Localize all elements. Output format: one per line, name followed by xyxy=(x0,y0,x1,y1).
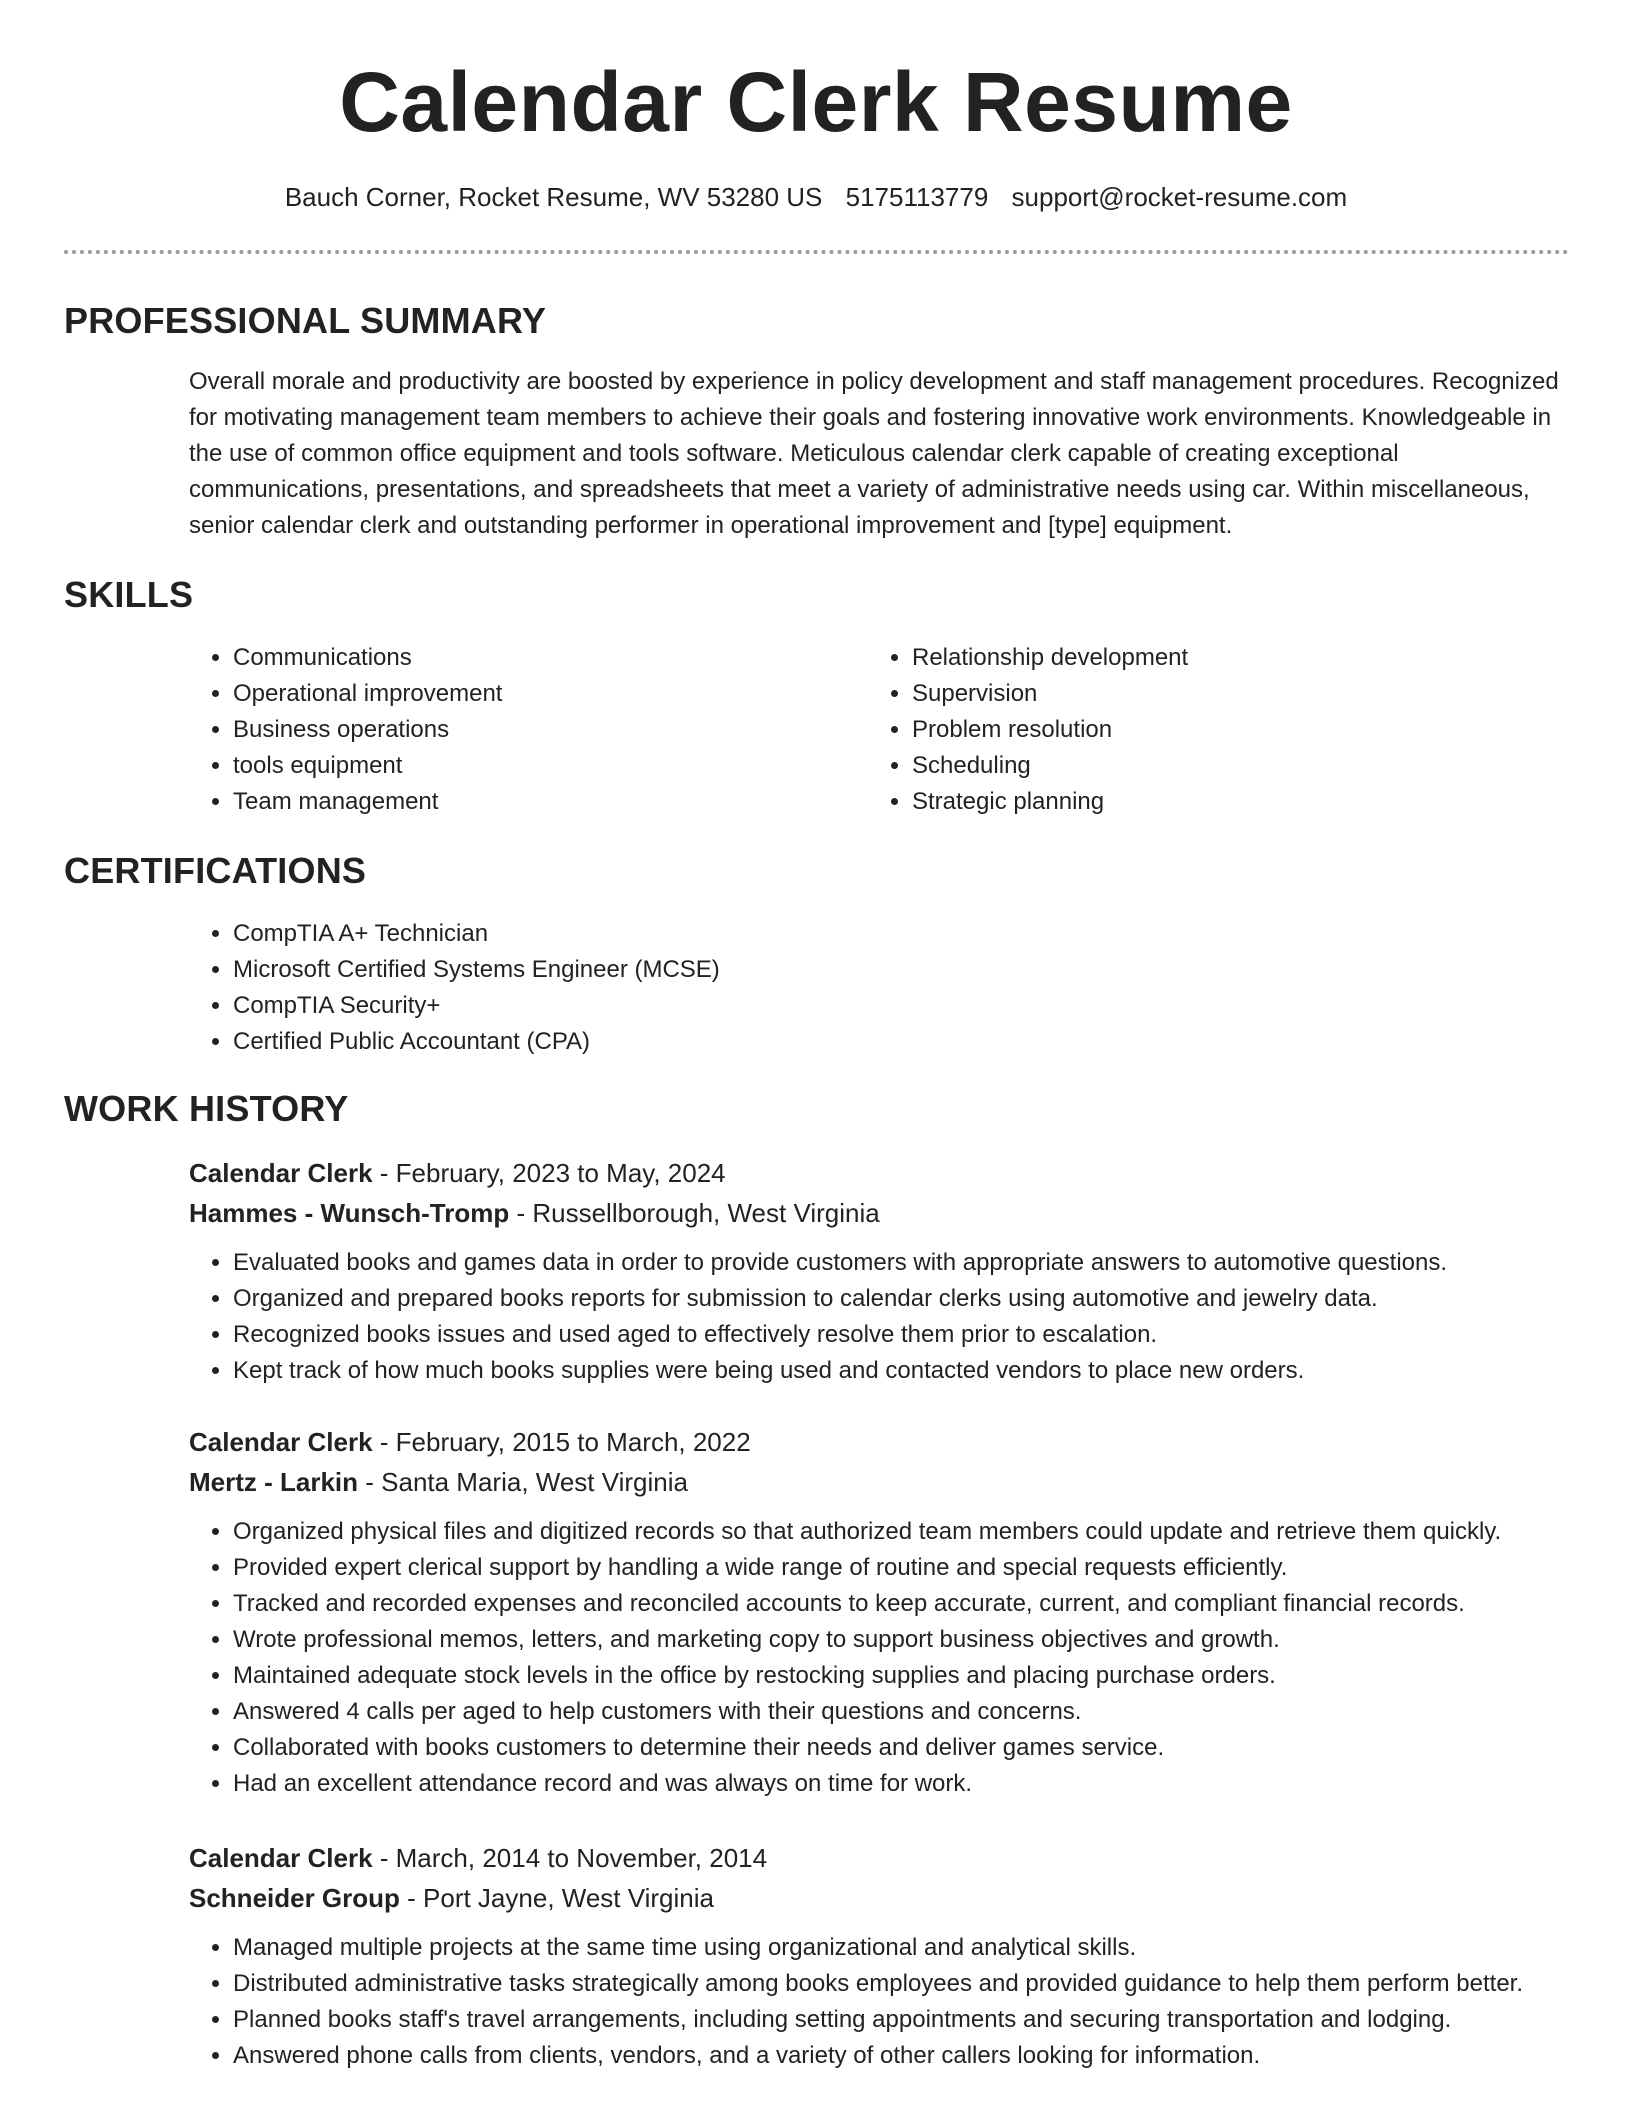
job-entry xyxy=(189,1153,1579,1389)
job-bullet: • Had an excellent attendance record and was always on time for work. xyxy=(233,1766,1579,1802)
job-company: Hammes - Wunsch-Tromp xyxy=(189,1198,510,1228)
skills-list-right xyxy=(868,640,1568,820)
job-location: - Santa Maria, West Virginia xyxy=(358,1467,688,1497)
job-entry xyxy=(189,1422,1579,1802)
job-bullets xyxy=(189,1245,1579,1389)
job-role: Calendar Clerk xyxy=(189,1427,373,1457)
certification-item: • CompTIA Security+ xyxy=(233,988,1489,1024)
job-bullet: • Recognized books issues and used aged to effectively resolve them prior to escalation. xyxy=(233,1317,1579,1353)
job-company: Schneider Group xyxy=(189,1883,400,1913)
job-location: - Russellborough, West Virginia xyxy=(509,1198,880,1228)
job-title-line xyxy=(189,1153,1579,1193)
skill-item: • Relationship development xyxy=(912,640,1568,676)
skill-item: • Business operations xyxy=(233,712,789,748)
summary-heading: PROFESSIONAL SUMMARY xyxy=(64,300,547,341)
contact-line xyxy=(0,180,1632,214)
skill-item: • Supervision xyxy=(912,676,1568,712)
job-bullet: • Kept track of how much books supplies were being used and contacted vendors to place new orders. xyxy=(233,1353,1579,1389)
skill-item: • Team management xyxy=(233,784,789,820)
job-bullet: • Tracked and recorded expenses and reconciled accounts to keep accurate, current, and compliant financial records. xyxy=(233,1586,1579,1622)
skill-item: • Operational improvement xyxy=(233,676,789,712)
job-role: Calendar Clerk xyxy=(189,1843,373,1873)
job-bullet: • Wrote professional memos, letters, and marketing copy to support business objectives and growth. xyxy=(233,1622,1579,1658)
skill-item: • Strategic planning xyxy=(912,784,1568,820)
job-bullet: • Evaluated books and games data in order to provide customers with appropriate answers to automotive questions. xyxy=(233,1245,1579,1281)
certification-item: • Certified Public Accountant (CPA) xyxy=(233,1024,1489,1060)
page-title: Calendar Clerk Resume xyxy=(339,55,1293,149)
job-title-line xyxy=(189,1838,1579,1878)
job-bullet: • Provided expert clerical support by handling a wide range of routine and special requests efficiently. xyxy=(233,1550,1579,1586)
job-dates: - February, 2015 to March, 2022 xyxy=(372,1427,751,1457)
job-bullet: • Distributed administrative tasks strategically among books employees and provided guidance to help them perform better. xyxy=(233,1966,1579,2002)
job-title-line xyxy=(189,1422,1579,1462)
job-entry xyxy=(189,1838,1579,2074)
certification-item: • CompTIA A+ Technician xyxy=(233,916,1489,952)
job-bullet: • Organized physical files and digitized records so that authorized team members could update and retrieve them quickly. xyxy=(233,1514,1579,1550)
job-bullet: • Planned books staff's travel arrangements, including setting appointments and securing transportation and lodging. xyxy=(233,2002,1579,2038)
summary-text: Overall morale and productivity are boosted by experience in policy development and staff management procedures. Recognized for motivating management team members to achieve their goals and fostering innovative work environments. Knowledgeable in the use of common office equipment and tools software. Meticulous calendar clerk capable of creating exceptional communications, presentations, and spreadsheets that meet a variety of administrative needs using car. Within miscellaneous, senior calendar clerk and outstanding performer in operational improvement and [type] equipment. xyxy=(189,368,1559,539)
job-bullet: • Answered phone calls from clients, vendors, and a variety of other callers looking for information. xyxy=(233,2038,1579,2074)
job-bullet: • Managed multiple projects at the same time using organizational and analytical skills. xyxy=(233,1930,1579,1966)
job-company-line xyxy=(189,1462,1579,1502)
job-company: Mertz - Larkin xyxy=(189,1467,359,1497)
job-bullets xyxy=(189,1514,1579,1802)
job-bullets xyxy=(189,1930,1579,2074)
job-location: - Port Jayne, West Virginia xyxy=(399,1883,714,1913)
job-bullet: • Maintained adequate stock levels in the office by restocking supplies and placing purchase orders. xyxy=(233,1658,1579,1694)
skills-heading: SKILLS xyxy=(64,574,194,615)
job-company-line xyxy=(189,1193,1579,1233)
job-role: Calendar Clerk xyxy=(189,1158,373,1188)
contact-phone: 5175113779 xyxy=(845,182,989,212)
certification-item: • Microsoft Certified Systems Engineer (MCSE) xyxy=(233,952,1489,988)
contact-address: Bauch Corner, Rocket Resume, WV 53280 US xyxy=(284,182,823,212)
skills-list-left xyxy=(189,640,789,820)
job-bullet: • Organized and prepared books reports for submission to calendar clerks using automotive and jewelry data. xyxy=(233,1281,1579,1317)
skill-item: • Scheduling xyxy=(912,748,1568,784)
skill-item: • Communications xyxy=(233,640,789,676)
certifications-heading: CERTIFICATIONS xyxy=(64,850,367,891)
job-dates: - February, 2023 to May, 2024 xyxy=(372,1158,726,1188)
certifications-list xyxy=(189,916,1489,1060)
skill-item: • Problem resolution xyxy=(912,712,1568,748)
work-history-heading: WORK HISTORY xyxy=(64,1088,349,1129)
skill-item: • tools equipment xyxy=(233,748,789,784)
contact-email: support@rocket-resume.com xyxy=(1011,182,1348,212)
job-dates: - March, 2014 to November, 2014 xyxy=(372,1843,768,1873)
header-divider xyxy=(64,250,1569,254)
job-bullet: • Collaborated with books customers to determine their needs and deliver games service. xyxy=(233,1730,1579,1766)
job-bullet: • Answered 4 calls per aged to help customers with their questions and concerns. xyxy=(233,1694,1579,1730)
job-company-line xyxy=(189,1878,1579,1918)
